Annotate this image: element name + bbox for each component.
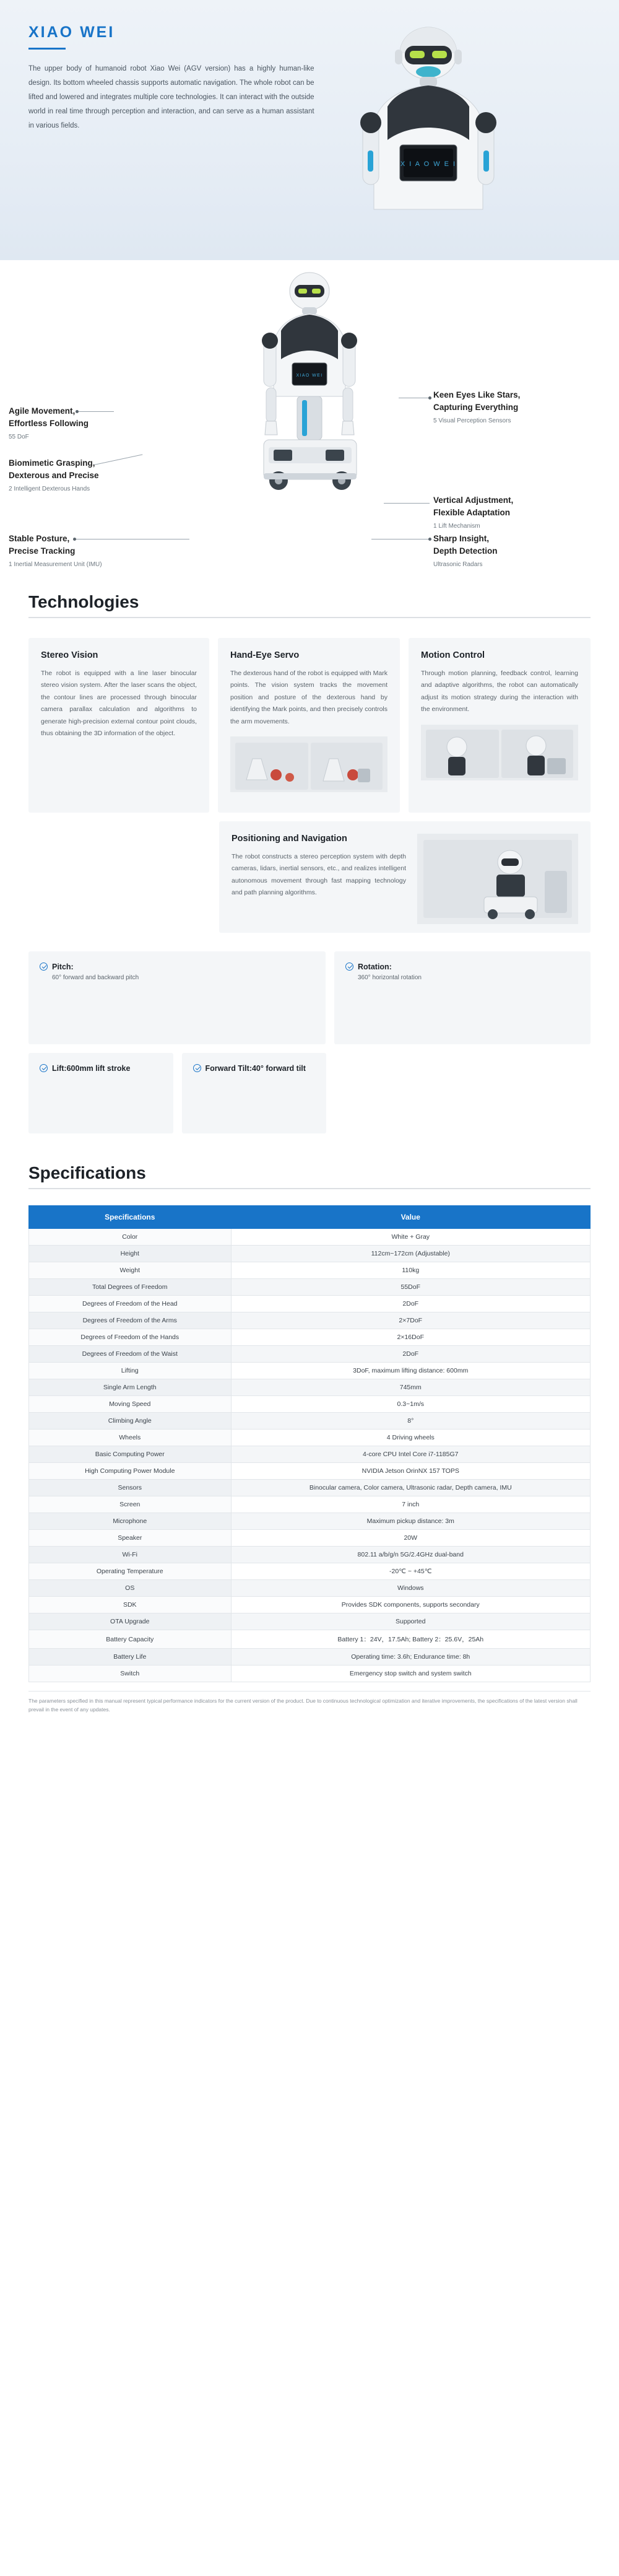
spec-value: 110kg bbox=[231, 1262, 590, 1279]
tech-card-hand-eye-servo-body: The dexterous hand of the robot is equipped with Mark points. The vision system tracks the movement position and posture of the dexterous hand by identifying the Mark points, and then precisely controls the arm movements. bbox=[230, 670, 387, 725]
spec-key: Degrees of Freedom of the Hands bbox=[29, 1329, 232, 1346]
spec-key: Weight bbox=[29, 1262, 232, 1279]
spec-key: Degrees of Freedom of the Head bbox=[29, 1296, 232, 1312]
spec-key: Battery Capacity bbox=[29, 1630, 232, 1649]
tech-card-positioning-navigation-body: The robot constructs a stereo perception system with depth cameras, lidars, inertial sensors, etc., and realizes intelligent autonomous movement through fast mapping technology and path planning algorithms. bbox=[232, 853, 406, 897]
spec-key: Single Arm Length bbox=[29, 1379, 232, 1396]
motion-card-rotation-sub: 360° horizontal rotation bbox=[358, 974, 422, 981]
positioning-navigation-photo bbox=[417, 834, 578, 933]
table-header-specifications: Specifications bbox=[29, 1206, 232, 1229]
spec-value: 7 inch bbox=[231, 1496, 590, 1513]
spec-key: Battery Life bbox=[29, 1649, 232, 1666]
spec-value: Battery 1：24V，17.5Ah; Battery 2：25.6V，25Ah bbox=[231, 1630, 590, 1649]
technologies-card-row bbox=[28, 638, 591, 813]
specifications-table bbox=[28, 1205, 591, 1682]
hero-section bbox=[0, 0, 619, 260]
technologies-heading: Technologies bbox=[28, 592, 139, 611]
table-row bbox=[29, 1329, 591, 1346]
callout-hands-sub: 2 Intelligent Dexterous Hands bbox=[9, 485, 90, 492]
spec-value: Supported bbox=[231, 1613, 590, 1630]
spec-value: NVIDIA Jetson OrinNX 157 TOPS bbox=[231, 1463, 590, 1480]
spec-key: Lifting bbox=[29, 1363, 232, 1379]
spec-value: 8° bbox=[231, 1413, 590, 1430]
spec-value: 20W bbox=[231, 1530, 590, 1547]
table-row bbox=[29, 1312, 591, 1329]
callout-imu-sub: 1 Inertial Measurement Unit (IMU) bbox=[9, 561, 102, 568]
specifications-section bbox=[0, 1163, 619, 1714]
tech-card-stereo-vision-body: The robot is equipped with a line laser binocular stereo vision system. After the laser scans the object, the contour lines are processed through binocular camera parallax calculation and algorithms to generate high-precision external contour point clouds, thus obtaining the 3D information of the object. bbox=[41, 670, 197, 738]
spec-value: -20℃ ~ +45℃ bbox=[231, 1563, 590, 1580]
spec-key: Degrees of Freedom of the Waist bbox=[29, 1346, 232, 1363]
motion-card-lift[interactable] bbox=[28, 1053, 173, 1133]
specifications-heading-rule bbox=[28, 1188, 591, 1189]
hero-description: The upper body of humanoid robot Xiao Wei (AGV version) has a highly human-like design. Its bottom wheeled chassis supports automatic navigation. The whole robot can be lifted and lowered and integrates multiple core technologies. It can interact with the outside world in real time through perception and interaction, and can serve as a human assistant in various fields. bbox=[28, 65, 314, 129]
table-row bbox=[29, 1480, 591, 1496]
hero-robot-illustration bbox=[335, 24, 591, 228]
callout-vision-line1: Keen Eyes Like Stars, bbox=[433, 390, 521, 399]
table-row bbox=[29, 1296, 591, 1312]
callout-movement-line2: Effortless Following bbox=[9, 419, 89, 429]
motion-capabilities-section bbox=[0, 951, 619, 1133]
spec-value: 745mm bbox=[231, 1379, 590, 1396]
spec-value: Maximum pickup distance: 3m bbox=[231, 1513, 590, 1530]
callout-ultrasonic-sub: Ultrasonic Radars bbox=[433, 561, 483, 568]
spec-key: Operating Temperature bbox=[29, 1563, 232, 1580]
check-icon bbox=[345, 963, 353, 971]
table-row bbox=[29, 1396, 591, 1413]
hand-eye-servo-photo bbox=[230, 736, 387, 793]
motion-control-photo bbox=[421, 725, 578, 782]
leader-line-lift bbox=[384, 503, 430, 504]
spec-value: Windows bbox=[231, 1580, 590, 1597]
table-row bbox=[29, 1363, 591, 1379]
callout-imu-line1: Stable Posture, bbox=[9, 534, 70, 543]
spec-key: Switch bbox=[29, 1666, 232, 1682]
motion-card-lift-title: Lift:600mm lift stroke bbox=[52, 1064, 131, 1073]
technologies-heading-rule bbox=[28, 617, 591, 618]
callout-imu bbox=[9, 533, 102, 568]
spec-key: Wheels bbox=[29, 1430, 232, 1446]
table-header-value: Value bbox=[231, 1206, 590, 1229]
spec-key: Moving Speed bbox=[29, 1396, 232, 1413]
leader-dot-movement bbox=[76, 410, 79, 413]
tech-card-motion-control-title: Motion Control bbox=[421, 650, 485, 660]
title-underline bbox=[28, 48, 66, 50]
spec-key: High Computing Power Module bbox=[29, 1463, 232, 1480]
table-row bbox=[29, 1413, 591, 1430]
table-row bbox=[29, 1597, 591, 1613]
technologies-section bbox=[0, 638, 619, 933]
spec-value: 2DoF bbox=[231, 1296, 590, 1312]
callout-movement-sub: 55 DoF bbox=[9, 433, 29, 440]
callout-lift bbox=[433, 494, 513, 530]
check-icon bbox=[193, 1064, 201, 1072]
table-row bbox=[29, 1630, 591, 1649]
callout-ultrasonic-line1: Sharp Insight, bbox=[433, 534, 490, 543]
spec-value: 2×7DoF bbox=[231, 1312, 590, 1329]
tech-card-motion-control bbox=[409, 638, 591, 813]
callout-vision bbox=[433, 389, 520, 424]
technologies-card-row-2 bbox=[28, 821, 591, 933]
table-row bbox=[29, 1613, 591, 1630]
spec-key: Speaker bbox=[29, 1530, 232, 1547]
leader-dot-ultrasonic bbox=[428, 538, 431, 541]
spec-value: Binocular camera, Color camera, Ultrasonic radar, Depth camera, IMU bbox=[231, 1480, 590, 1496]
technologies-heading-wrap bbox=[0, 592, 619, 634]
svg-text:X I A O W E I: X I A O W E I bbox=[400, 160, 456, 168]
callout-imu-line2: Precise Tracking bbox=[9, 546, 76, 556]
spec-key: Climbing Angle bbox=[29, 1413, 232, 1430]
spacer-left bbox=[28, 821, 210, 933]
full-robot-svg bbox=[204, 266, 415, 564]
footnote-text: The parameters specified in this manual represent typical performance indicators for the current version of the product. Due to continuous technological optimization and iterative improvements, the specifications of the latest version shall prevail in the event of any updates. bbox=[28, 1691, 591, 1714]
spec-key: Microphone bbox=[29, 1513, 232, 1530]
spec-value: 4-core CPU Intel Core i7-1185G7 bbox=[231, 1446, 590, 1463]
specifications-heading: Specifications bbox=[28, 1163, 146, 1182]
spec-key: OS bbox=[29, 1580, 232, 1597]
spec-key: Wi-Fi bbox=[29, 1547, 232, 1563]
table-row bbox=[29, 1463, 591, 1480]
callout-movement-line1: Agile Movement, bbox=[9, 406, 76, 416]
callout-lift-line1: Vertical Adjustment, bbox=[433, 496, 514, 505]
spec-value: 3DoF, maximum lifting distance: 600mm bbox=[231, 1363, 590, 1379]
leader-dot-imu bbox=[73, 538, 76, 541]
spec-value: 802.11 a/b/g/n 5G/2.4GHz dual-band bbox=[231, 1547, 590, 1563]
motion-spacer bbox=[335, 1053, 591, 1133]
hero-text-block bbox=[28, 24, 314, 133]
callout-vision-sub: 5 Visual Perception Sensors bbox=[433, 417, 511, 424]
table-row bbox=[29, 1346, 591, 1363]
table-row bbox=[29, 1229, 591, 1246]
callout-ultrasonic-line2: Depth Detection bbox=[433, 546, 498, 556]
table-row bbox=[29, 1496, 591, 1513]
leader-line-movement bbox=[77, 411, 114, 412]
leader-dot-vision bbox=[428, 396, 431, 399]
tech-card-hand-eye-servo-title: Hand-Eye Servo bbox=[230, 650, 300, 660]
tech-card-stereo-vision bbox=[28, 638, 209, 813]
spec-value: 112cm~172cm (Adjustable) bbox=[231, 1246, 590, 1262]
spec-key: SDK bbox=[29, 1597, 232, 1613]
table-row bbox=[29, 1379, 591, 1396]
table-row bbox=[29, 1530, 591, 1547]
motion-row-1 bbox=[28, 951, 591, 1044]
spec-value: 4 Driving wheels bbox=[231, 1430, 590, 1446]
table-row bbox=[29, 1262, 591, 1279]
table-header-row bbox=[29, 1206, 591, 1229]
spec-value: 2DoF bbox=[231, 1346, 590, 1363]
spec-value: Operating time: 3.6h; Endurance time: 8h bbox=[231, 1649, 590, 1666]
table-row bbox=[29, 1547, 591, 1563]
robot-bust-svg bbox=[335, 24, 521, 228]
spec-value: 55DoF bbox=[231, 1279, 590, 1296]
callout-hands-line1: Biomimetic Grasping, bbox=[9, 458, 95, 468]
callout-hands bbox=[9, 457, 99, 492]
tech-card-motion-control-body: Through motion planning, feedback control, learning and adaptive algorithms, the robot can automatically adjust its motion strategy during the interaction with the environment. bbox=[421, 670, 578, 714]
check-icon bbox=[40, 1064, 48, 1072]
table-row bbox=[29, 1430, 591, 1446]
motion-card-rotation[interactable] bbox=[334, 951, 591, 1044]
table-row bbox=[29, 1446, 591, 1463]
tech-card-hand-eye-servo bbox=[218, 638, 400, 813]
motion-card-rotation-title: Rotation: bbox=[358, 963, 392, 971]
spec-key: Degrees of Freedom of the Arms bbox=[29, 1312, 232, 1329]
table-row bbox=[29, 1246, 591, 1262]
svg-text:XIAO WEI: XIAO WEI bbox=[296, 373, 323, 378]
motion-card-pitch-title: Pitch: bbox=[52, 963, 74, 971]
specifications-table-body bbox=[29, 1229, 591, 1682]
motion-row-2 bbox=[28, 1053, 591, 1133]
table-row bbox=[29, 1513, 591, 1530]
motion-card-pitch[interactable] bbox=[28, 951, 326, 1044]
tech-card-positioning-navigation-title: Positioning and Navigation bbox=[232, 834, 347, 844]
spec-value: 2×16DoF bbox=[231, 1329, 590, 1346]
callout-vision-line2: Capturing Everything bbox=[433, 403, 519, 413]
page-title: XIAO WEI bbox=[28, 24, 115, 41]
tech-card-stereo-vision-title: Stereo Vision bbox=[41, 650, 98, 660]
spec-value: White + Gray bbox=[231, 1229, 590, 1246]
callout-lift-line2: Flexible Adaptation bbox=[433, 508, 511, 518]
spec-key: Sensors bbox=[29, 1480, 232, 1496]
table-row bbox=[29, 1279, 591, 1296]
table-row bbox=[29, 1563, 591, 1580]
table-row bbox=[29, 1666, 591, 1682]
spec-value: 0.3~1m/s bbox=[231, 1396, 590, 1413]
spec-key: Total Degrees of Freedom bbox=[29, 1279, 232, 1296]
tech-card-positioning-navigation bbox=[219, 821, 591, 933]
full-robot-illustration bbox=[204, 266, 415, 567]
spec-key: OTA Upgrade bbox=[29, 1613, 232, 1630]
motion-card-pitch-sub: 60° forward and backward pitch bbox=[52, 974, 139, 981]
check-icon bbox=[40, 963, 48, 971]
motion-card-forward-tilt-title: Forward Tilt:40° forward tilt bbox=[205, 1064, 306, 1073]
spec-key: Basic Computing Power bbox=[29, 1446, 232, 1463]
table-row bbox=[29, 1580, 591, 1597]
callout-ultrasonic bbox=[433, 533, 498, 568]
motion-card-forward-tilt[interactable] bbox=[182, 1053, 327, 1133]
table-row bbox=[29, 1649, 591, 1666]
spec-key: Screen bbox=[29, 1496, 232, 1513]
spec-value: Provides SDK components, supports secondary bbox=[231, 1597, 590, 1613]
callout-lift-sub: 1 Lift Mechanism bbox=[433, 522, 480, 530]
spec-value: Emergency stop switch and system switch bbox=[231, 1666, 590, 1682]
spec-key: Height bbox=[29, 1246, 232, 1262]
spec-key: Color bbox=[29, 1229, 232, 1246]
leader-line-hands bbox=[94, 454, 142, 465]
callout-hands-line2: Dexterous and Precise bbox=[9, 471, 99, 481]
